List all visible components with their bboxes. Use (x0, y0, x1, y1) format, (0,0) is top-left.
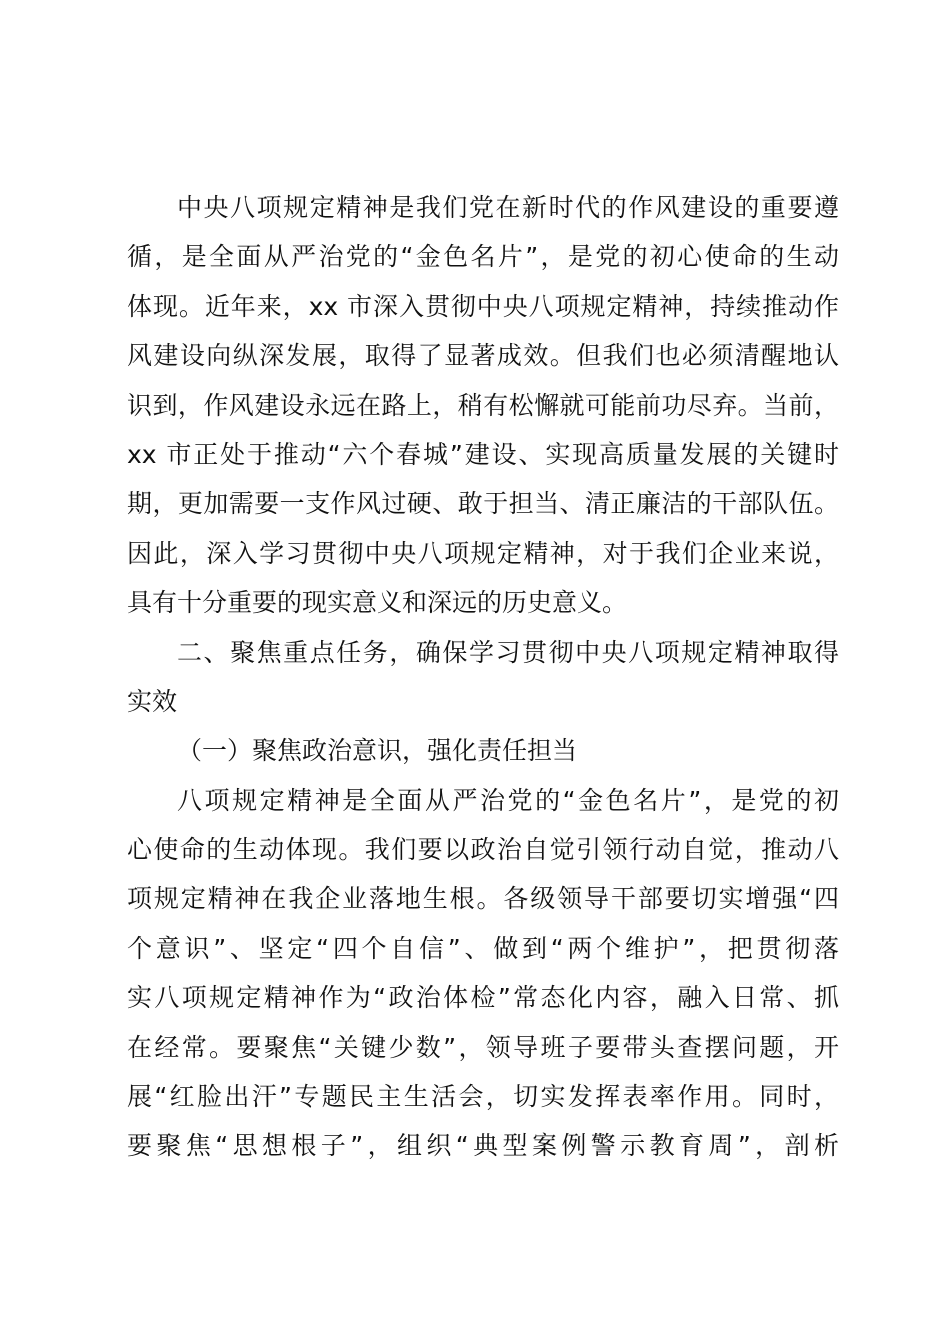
paragraph-line: xx 市正处于推动“六个春城”建设、实现高质量发展的关键时 (127, 439, 839, 469)
paragraph-line: 体现。近年来，xx 市深入贯彻中央八项规定精神，持续推动作 (127, 291, 839, 321)
paragraph-line: 循，是全面从严治党的“金色名片”，是党的初心使命的生动 (127, 242, 839, 272)
paragraph-line: 展“红脸出汗”专题民主生活会，切实发挥表率作用。同时， (127, 1082, 839, 1112)
paragraph-line: 要聚焦“思想根子”，组织“典型案例警示教育周”，剖析 (127, 1131, 839, 1161)
body-paragraph (127, 776, 839, 1171)
document-body (127, 183, 839, 1171)
paragraph-line: 具有十分重要的现实意义和深远的历史意义。 (127, 588, 628, 618)
intro-paragraph (127, 183, 839, 628)
paragraph-line: 风建设向纵深发展，取得了显著成效。但我们也必须清醒地认 (127, 341, 839, 371)
section-heading-line: 二、聚焦重点任务，确保学习贯彻中央八项规定精神取得 (177, 637, 839, 667)
paragraph-line: 心使命的生动体现。我们要以政治自觉引领行动自觉，推动八 (127, 835, 839, 865)
paragraph-line: 识到，作风建设永远在路上，稍有松懈就可能前功尽弃。当前， (127, 390, 839, 420)
section-heading-line: 实效 (127, 686, 178, 716)
paragraph-line: 实八项规定精神作为“政治体检”常态化内容，融入日常、抓 (127, 983, 839, 1013)
section-heading (127, 628, 839, 727)
paragraph-line: 期，更加需要一支作风过硬、敢于担当、清正廉洁的干部队伍。 (127, 489, 839, 519)
paragraph-line: 因此，深入学习贯彻中央八项规定精神，对于我们企业来说， (127, 538, 839, 568)
paragraph-line: 项规定精神在我企业落地生根。各级领导干部要切实增强“四 (127, 884, 839, 914)
subsection-heading: （一）聚焦政治意识，强化责任担当 (177, 736, 578, 766)
paragraph-line: 八项规定精神是全面从严治党的“金色名片”，是党的初 (177, 785, 839, 815)
paragraph-line: 个意识”、坚定“四个自信”、做到“两个维护”，把贯彻落 (127, 933, 839, 963)
paragraph-line: 中央八项规定精神是我们党在新时代的作风建设的重要遵 (177, 193, 839, 222)
paragraph-line: 在经常。要聚焦“关键少数”，领导班子要带头查摆问题，开 (127, 1032, 839, 1062)
